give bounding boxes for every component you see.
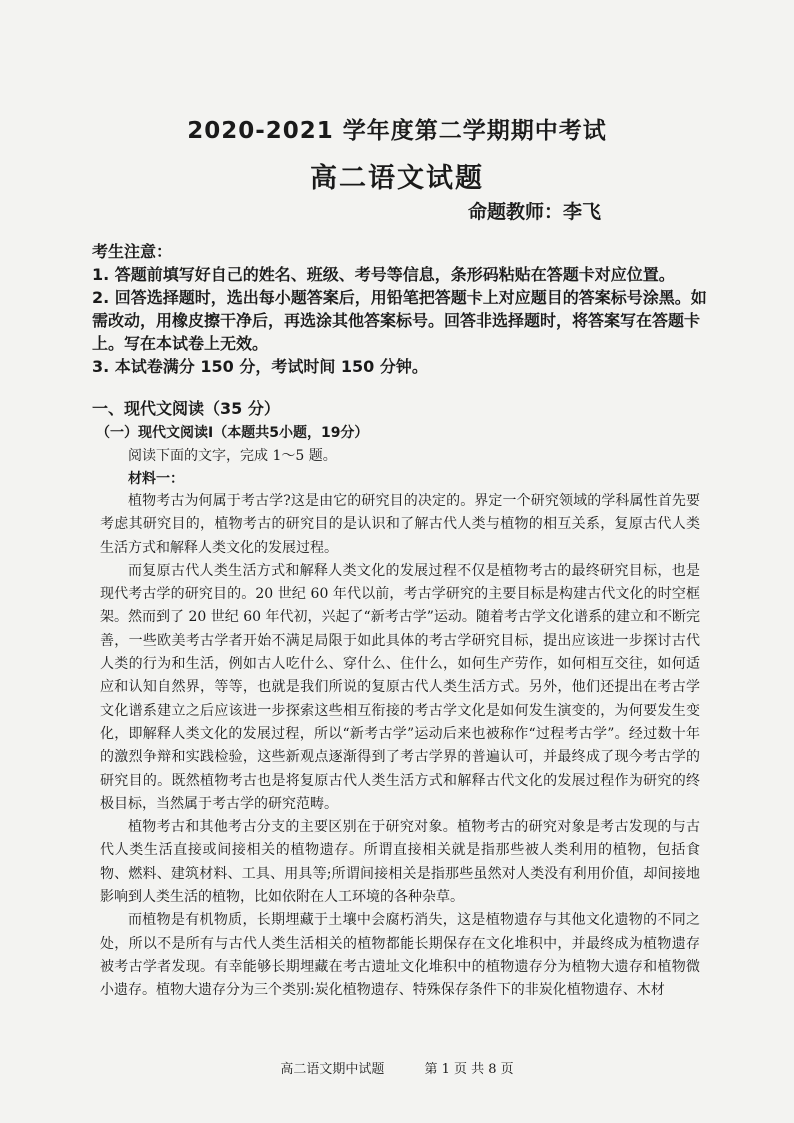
- subject-title: 高二语文试题: [310, 163, 484, 194]
- material-label: 材料一：: [128, 471, 184, 487]
- section-heading: 一、现代文阅读（35 分）: [92, 399, 280, 418]
- footer-subject: 高二语文期中试题: [280, 1062, 385, 1077]
- notice-item-1: 1. 答题前填写好自己的姓名、班级、考号等信息，条形码粘贴在答题卡对应位置。: [92, 265, 675, 284]
- paragraph-4: 而植物是有机物质，长期埋藏于土壤中会腐朽消失，这是植物遗存与其他文化遗物的不同之处，所以不是所有与古代人类生活相关的植物都能长期保存在文化堆积中，并最终成为植物遗存被考古学者发现。有幸能够长期埋藏在考古遗址文化堆积中的植物遗存分为植物大遗存和植物微小遗存。植物大遗存分为三个类别:炭化植物遗存、特殊保存条件下的非炭化植物遗存、木材: [100, 912, 700, 999]
- reading-passage: [100, 490, 700, 1003]
- author-line: 命题教师：李飞: [468, 201, 602, 223]
- notice-item-2: 2. 回答选择题时，选出每小题答案后，用铅笔把答题卡上对应题目的答案标号涂黑。如需改动，用橡皮擦干净后，再选涂其他答案标号。回答非选择题时，将答案写在答题卡上。写在本试卷上无效。: [92, 288, 707, 353]
- notice-block: [92, 240, 722, 378]
- subsection-heading: （一）现代文阅读Ⅰ（本题共5小题，19分）: [96, 425, 369, 441]
- page-footer: [0, 1058, 794, 1077]
- notice-heading: 考生注意：: [92, 242, 173, 261]
- paragraph-2: 而复原古代人类生活方式和解释人类文化的发展过程不仅是植物考古的最终研究目标，也是现代考古学的研究目的。20 世纪 60 年代以前，考古学研究的主要目标是构建古代文化的时空框架。然而到了 20 世纪 60 年代初，兴起了“新考古学”运动。随着考古学文化谱系的建立和不断完善，一些欧美考古学者开始不满足局限于如此具体的考古学研究目标，提出应该进一步探讨古代人类的行为和生活，例如古人吃什么、穿什么、住什么，如何生产劳作，如何相互交往，如何适应和认知自然界，等等，也就是我们所说的复原古代人类生活方式。另外，他们还提出在考古学文化谱系建立之后应该进一步探索这些相互衔接的考古学文化是如何发生演变的，为何要发生变化，即解释人类文化的发展过程，所以“新考古学”运动后来也被称作“过程考古学”。经过数十年的激烈争辩和实践检验，这些新观点逐渐得到了考古学界的普遍认可，并最终成了现今考古学的研究目的。既然植物考古也是将复原古代人类生活方式和解释古代文化的发展过程作为研究的终极目标，当然属于考古学的研究范畴。: [100, 562, 700, 812]
- notice-item-3: 3. 本试卷满分 150 分，考试时间 150 分钟。: [92, 357, 428, 376]
- exam-title: 2020-2021 学年度第二学期期中考试: [187, 118, 607, 144]
- instruction: 阅读下面的文字，完成 1～5 题。: [128, 448, 337, 464]
- paragraph-1: 植物考古为何属于考古学?这是由它的研究目的决定的。界定一个研究领域的学科属性首先要考虑其研究目的，植物考古的研究目的是认识和了解古代人类与植物的相互关系，复原古代人类生活方式和解释人类文化的发展过程。: [100, 493, 700, 556]
- footer-page-number: 第 1 页 共 8 页: [424, 1062, 514, 1077]
- paragraph-3: 植物考古和其他考古分支的主要区别在于研究对象。植物考古的研究对象是考古发现的与古代人类生活直接或间接相关的植物遗存。所谓直接相关就是指那些被人类利用的植物，包括食物、燃料、建筑材料、工具、用具等;所谓间接相关是指那些虽然对人类没有利用价值，却间接地影响到人类生活的植物，比如依附在人工环境的各种杂草。: [100, 819, 700, 906]
